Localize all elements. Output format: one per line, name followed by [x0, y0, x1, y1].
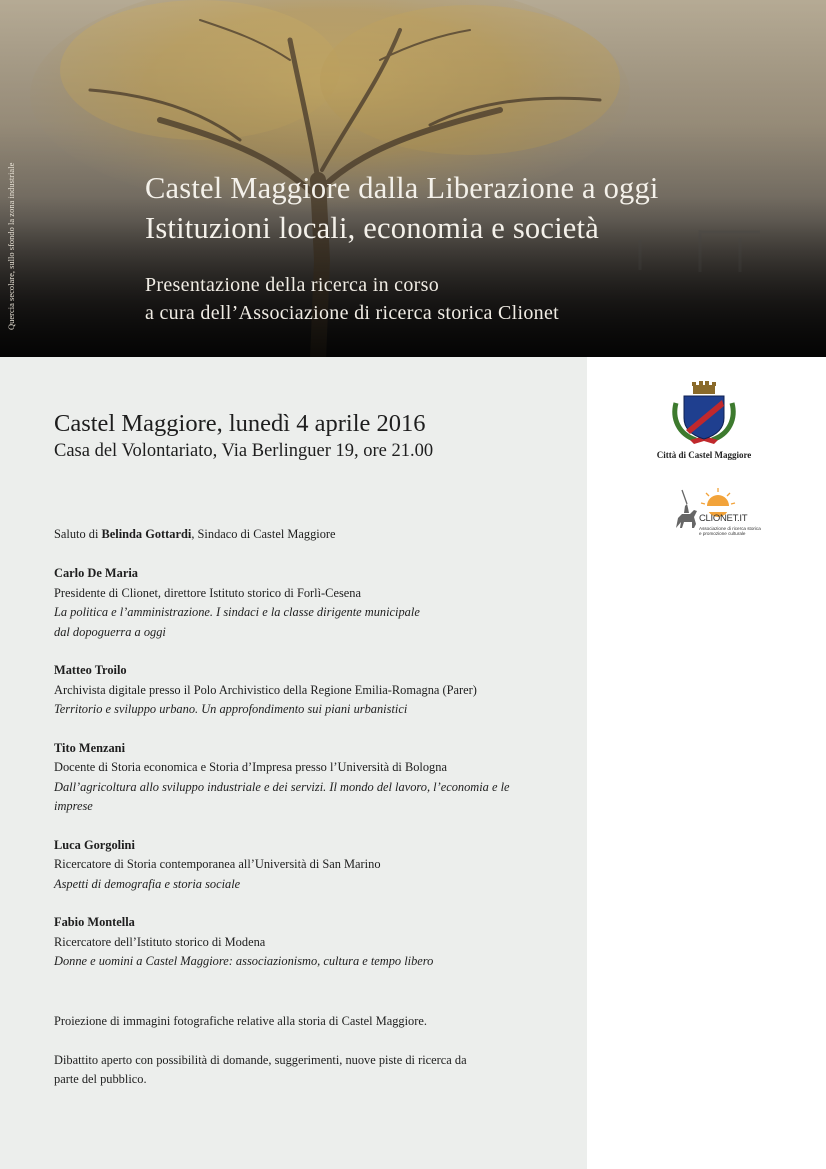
speaker-role: Ricercatore di Storia contemporanea all’Università di San Marino [54, 857, 381, 871]
coat-of-arms-icon [646, 378, 762, 448]
speaker-name: Matteo Troilo [54, 663, 127, 677]
speaker-name: Luca Gorgolini [54, 838, 135, 852]
speaker-talk: dal dopoguerra a oggi [54, 625, 166, 639]
speaker-name: Tito Menzani [54, 741, 126, 755]
greeting-line: Saluto di Belinda Gottardi, Sindaco di Castel Maggiore [54, 527, 336, 541]
debate-note: Dibattito aperto con possibilità di domande, suggerimenti, nuove piste di ricerca da [54, 1053, 467, 1067]
clionet-tagline: Associazione di ricerca storica e promozione culturale [699, 526, 761, 536]
event-venue: Casa del Volontariato, Via Berlinguer 19, ore 21.00 [54, 441, 434, 461]
hero-photo-banner [0, 0, 826, 357]
event-date: Castel Maggiore, lunedì 4 aprile 2016 [54, 410, 426, 437]
speaker-role: Archivista digitale presso il Polo Archivistico della Regione Emilia-Romagna (Parer) [54, 683, 477, 697]
clionet-brand-text: CLIONET.IT [699, 513, 748, 524]
speaker-name: Carlo De Maria [54, 566, 138, 580]
photo-caption: Quercia secolare, sullo sfondo la zona industriale [6, 162, 16, 330]
debate-note-cont: parte del pubblico. [54, 1072, 147, 1086]
speaker-talk: Donne e uomini a Castel Maggiore: associazionismo, cultura e tempo libero [54, 954, 434, 968]
projection-note: Proiezione di immagini fotografiche relative alla storia di Castel Maggiore. [54, 1014, 427, 1028]
speaker-talk: La politica e l’amministrazione. I sindaci e la classe dirigente municipale [54, 605, 420, 619]
event-organizer: a cura dell’Associazione di ricerca storica Clionet [145, 302, 560, 324]
clionet-logo [670, 484, 761, 546]
speaker-talk: Territorio e sviluppo urbano. Un approfondimento sui piani urbanistici [54, 702, 408, 716]
speaker-role: Presidente di Clionet, direttore Istituto storico di Forlì-Cesena [54, 586, 361, 600]
speaker-role: Ricercatore dell’Istituto storico di Modena [54, 935, 266, 949]
mayor-name: Belinda Gottardi [101, 527, 192, 541]
event-title-subtopic: Istituzioni locali, economia e società [145, 211, 599, 245]
speaker-talk: imprese [54, 799, 93, 813]
speaker-talk: Aspetti di demografia e storia sociale [54, 877, 241, 891]
speaker-name: Fabio Montella [54, 915, 135, 929]
event-title: Castel Maggiore dalla Liberazione a oggi [145, 171, 659, 205]
city-logo-caption: Città di Castel Maggiore [656, 450, 752, 460]
speaker-role: Docente di Storia economica e Storia d’Impresa presso l’Università di Bologna [54, 760, 447, 774]
event-subtitle: Presentazione della ricerca in corso [145, 274, 439, 296]
city-logo [646, 378, 762, 470]
speaker-talk: Dall’agricoltura allo sviluppo industriale e dei servizi. Il mondo del lavoro, l’economia e le [54, 780, 510, 794]
